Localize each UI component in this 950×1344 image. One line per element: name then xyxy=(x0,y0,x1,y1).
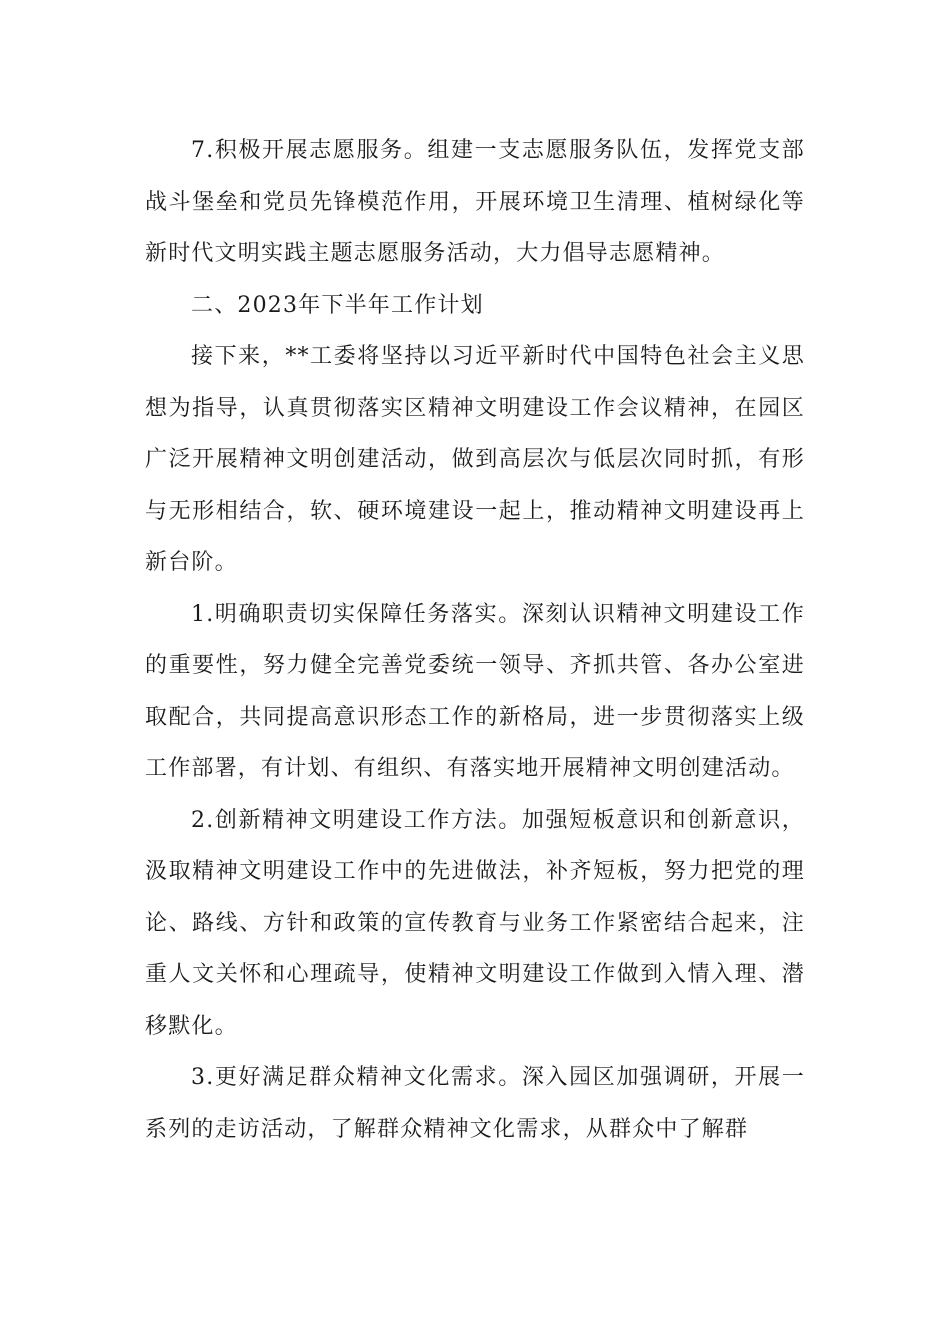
section-heading-work-plan: 二、2023年下半年工作计划 xyxy=(191,292,484,318)
paragraph-plan-intro: 接下来，**工委将坚持以习近平新时代中国特色社会主义思想为指导，认真贯彻落实区精神文明建设工作会议精神，在园区广泛开展精神文明创建活动，做到高层次与低层次同时抓，有形与无形相结合，软、硬环境建设一起上，推动精神文明建设再上新台阶。 xyxy=(145,344,805,575)
paragraph-volunteer-service: 7.积极开展志愿服务。组建一支志愿服务队伍，发挥党支部战斗堡垒和党员先锋模范作用，开展环境卫生清理、植树绿化等新时代文明实践主题志愿服务活动，大力倡导志愿精神。 xyxy=(145,138,805,266)
document-body xyxy=(145,125,805,1155)
paragraph-plan-item-2: 2.创新精神文明建设工作方法。加强短板意识和创新意识，汲取精神文明建设工作中的先进做法，补齐短板，努力把党的理论、路线、方针和政策的宣传教育与业务工作紧密结合起来，注重人文关怀和心理疏导，使精神文明建设工作做到入情入理、潜移默化。 xyxy=(145,807,805,1039)
paragraph-plan-item-3: 3.更好满足群众精神文化需求。深入园区加强调研，开展一系列的走访活动，了解群众精神文化需求，从群众中了解群 xyxy=(145,1065,805,1142)
paragraph-plan-item-1: 1.明确职责切实保障任务落实。深刻认识精神文明建设工作的重要性，努力健全完善党委统一领导、齐抓共管、各办公室进取配合，共同提高意识形态工作的新格局，进一步贯彻落实上级工作部署，有计划、有组织、有落实地开展精神文明创建活动。 xyxy=(145,601,805,781)
